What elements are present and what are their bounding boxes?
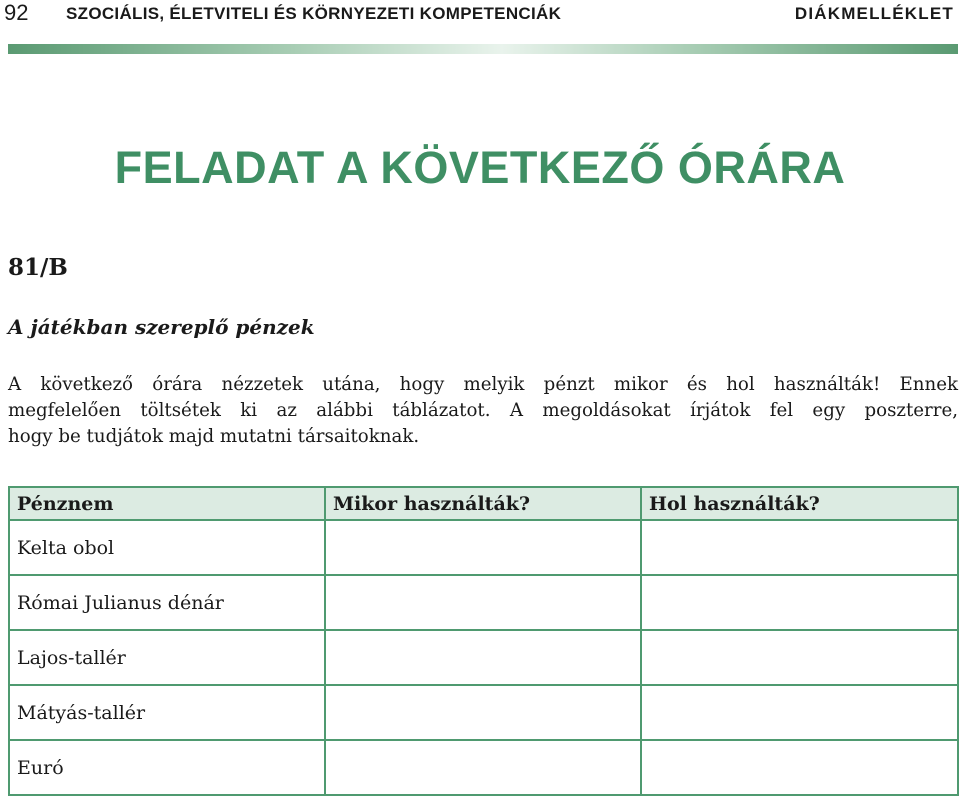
- page-number: 92: [4, 0, 29, 25]
- where-answer-cell[interactable]: [641, 630, 958, 685]
- currency-name-cell: Kelta obol: [9, 520, 325, 575]
- task-subtitle: A játékban szereplő pénzek: [8, 315, 315, 339]
- table-row: [9, 685, 958, 740]
- currency-name-cell: Római Julianus dénár: [9, 575, 325, 630]
- currency-name-cell: Euró: [9, 740, 325, 795]
- main-title: FELADAT A KÖVETKEZŐ ÓRÁRA: [114, 142, 846, 193]
- table-row: [9, 740, 958, 795]
- where-answer-cell[interactable]: [641, 685, 958, 740]
- when-answer-cell[interactable]: [325, 740, 641, 795]
- when-answer-cell[interactable]: [325, 575, 641, 630]
- where-answer-cell[interactable]: [641, 575, 958, 630]
- instruction-line: A következő órára nézzetek utána, hogy melyik pénzt mikor és hol használták! Ennek: [8, 374, 958, 395]
- instruction-line: hogy be tudjátok majd mutatni társaitoknak.: [8, 426, 420, 447]
- when-answer-cell[interactable]: [325, 685, 641, 740]
- table-row: [9, 575, 958, 630]
- where-answer-cell[interactable]: [641, 520, 958, 575]
- instruction-line: megfelelően töltsétek ki az alábbi táblázatot. A megoldásokat írjátok fel egy poszterre,: [8, 400, 958, 421]
- currency-name-cell: Lajos-tallér: [9, 630, 325, 685]
- column-header-currency: Pénznem: [9, 487, 325, 520]
- header-divider-bar: [8, 44, 958, 54]
- column-header-where: Hol használták?: [641, 487, 958, 520]
- table-row: [9, 520, 958, 575]
- where-answer-cell[interactable]: [641, 740, 958, 795]
- when-answer-cell[interactable]: [325, 520, 641, 575]
- page-header: [0, 0, 960, 30]
- instruction-paragraph: [8, 372, 958, 450]
- table-row: [9, 630, 958, 685]
- running-title: SZOCIÁLIS, ÉLETVITELI ÉS KÖRNYEZETI KOMPETENCIÁK: [66, 4, 562, 23]
- when-answer-cell[interactable]: [325, 630, 641, 685]
- table-header-row: [9, 487, 958, 520]
- column-header-when: Mikor használták?: [325, 487, 641, 520]
- task-number: 81/B: [8, 254, 68, 281]
- currency-table: [8, 486, 959, 796]
- section-label: DIÁKMELLÉKLET: [794, 4, 954, 23]
- currency-name-cell: Mátyás-tallér: [9, 685, 325, 740]
